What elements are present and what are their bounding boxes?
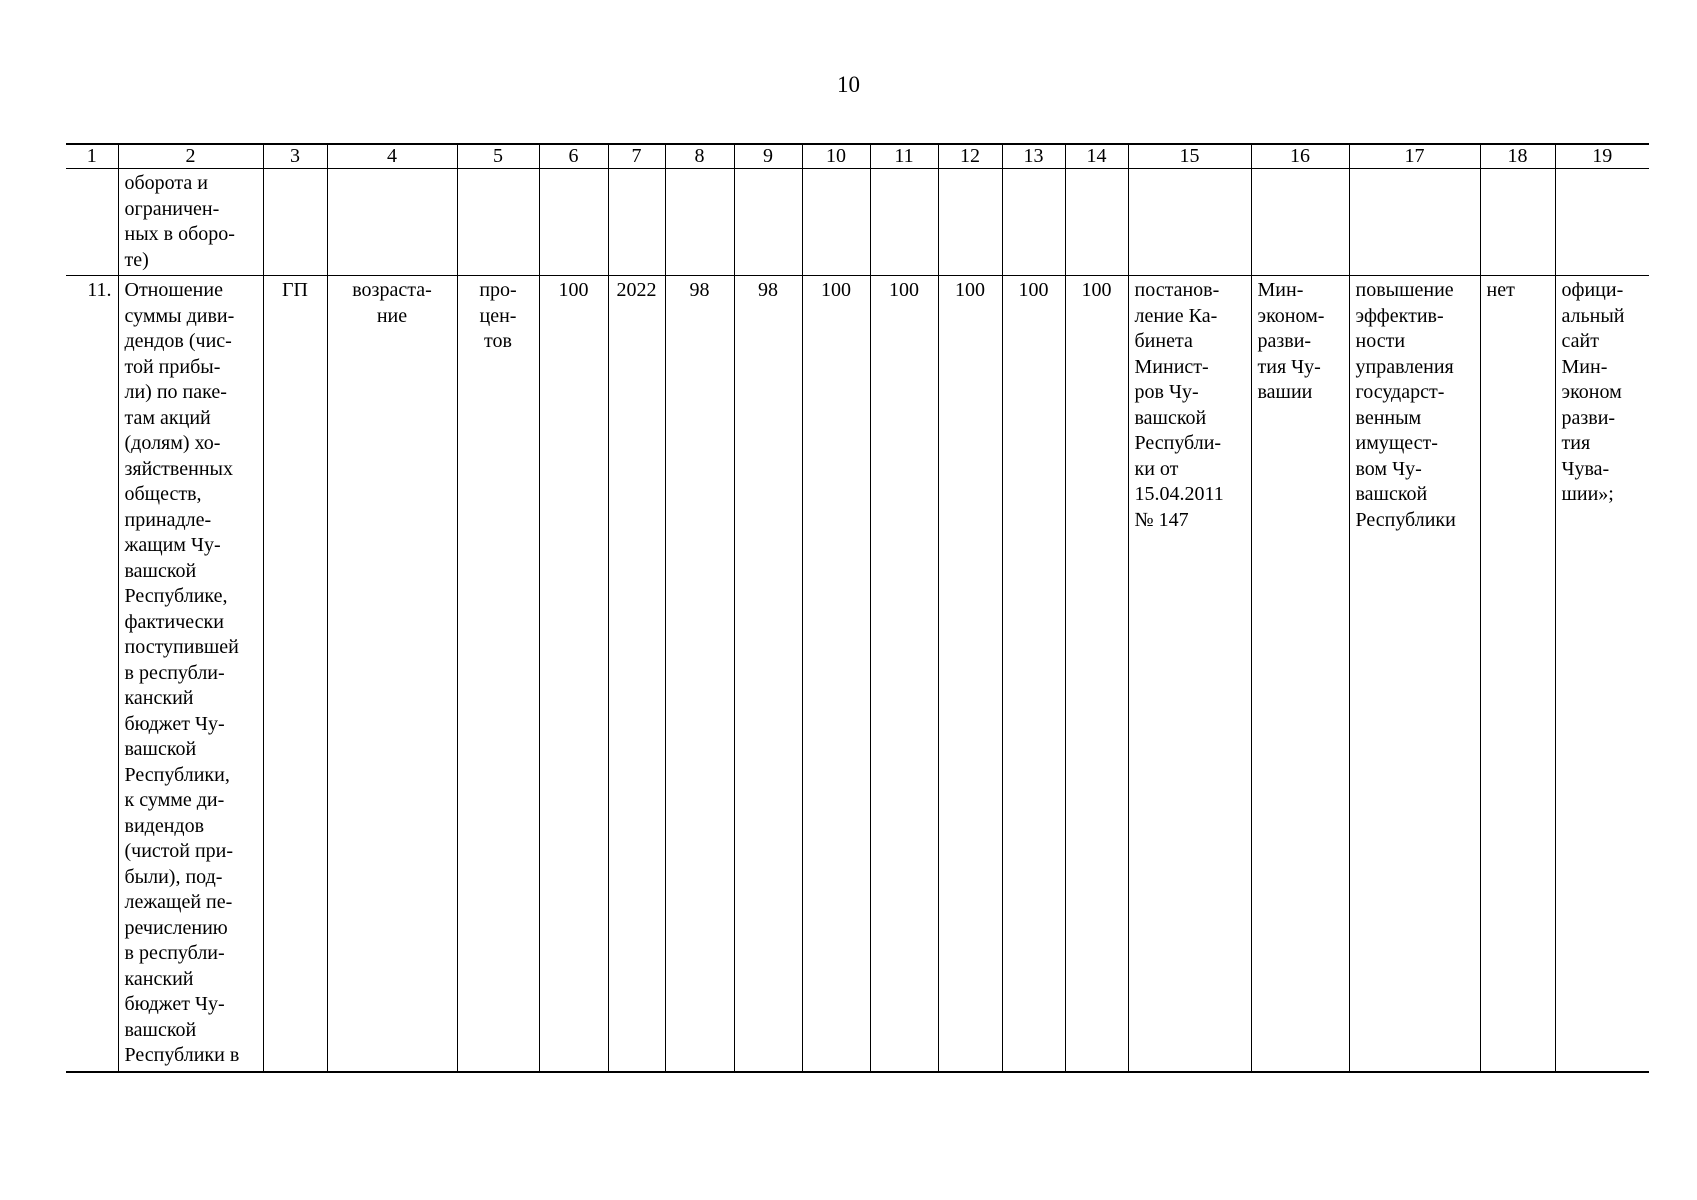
- table-cell: [665, 169, 734, 276]
- table-cell: [263, 169, 327, 276]
- column-number: 10: [802, 144, 870, 169]
- column-number: 6: [539, 144, 608, 169]
- value-cell: 98: [734, 276, 802, 1072]
- column-number-row: [66, 144, 1649, 169]
- table-cell: [608, 169, 665, 276]
- page-number: 10: [837, 72, 860, 97]
- flag-cell: нет: [1480, 276, 1555, 1072]
- indicators-table: [66, 143, 1649, 1073]
- column-number: 2: [118, 144, 263, 169]
- continuation-row: [66, 169, 1649, 276]
- row-number: 11.: [66, 276, 118, 1072]
- column-number: 13: [1002, 144, 1065, 169]
- indicator-unit: про- цен- тов: [457, 276, 539, 1072]
- table-cell: [1251, 169, 1349, 276]
- value-cell: 100: [1065, 276, 1128, 1072]
- table-cell: [327, 169, 457, 276]
- indicator-continuation: оборота и ограничен- ных в оборо- те): [118, 169, 263, 276]
- base-year: 2022: [608, 276, 665, 1072]
- table-cell: [1555, 169, 1649, 276]
- column-number: 8: [665, 144, 734, 169]
- column-number: 7: [608, 144, 665, 169]
- value-cell: 100: [870, 276, 938, 1072]
- column-number: 17: [1349, 144, 1480, 169]
- column-number: 12: [938, 144, 1002, 169]
- table-cell: [734, 169, 802, 276]
- column-number: 4: [327, 144, 457, 169]
- column-number: 19: [1555, 144, 1649, 169]
- column-number: 18: [1480, 144, 1555, 169]
- table-cell: [1065, 169, 1128, 276]
- responsible-body: Мин- эконом- разви- тия Чу- вашии: [1251, 276, 1349, 1072]
- column-number: 3: [263, 144, 327, 169]
- table-cell: [802, 169, 870, 276]
- table-cell: [1349, 169, 1480, 276]
- table-cell: [66, 169, 118, 276]
- column-number: 14: [1065, 144, 1128, 169]
- column-number: 11: [870, 144, 938, 169]
- indicator-type: ГП: [263, 276, 327, 1072]
- base-value: 100: [539, 276, 608, 1072]
- indicator-name: Отношение суммы диви- дендов (чис- той прибы- ли) по паке- там акций (долям) хо- зяйственных обществ, принадле- жащим Чу- вашской Республике, фактически поступившей в республи- канский бюджет Чу- вашской Республики, к сумме ди- видендов (чистой при- были), под- лежащей пе- речислению в республи- канский бюджет Чу- вашской Республики в: [118, 276, 263, 1072]
- column-number: 15: [1128, 144, 1251, 169]
- column-number: 1: [66, 144, 118, 169]
- table-cell: [1002, 169, 1065, 276]
- value-cell: 98: [665, 276, 734, 1072]
- table-cell: [1480, 169, 1555, 276]
- regulatory-document: постанов- ление Ка- бинета Минист- ров Чу- вашской Республи- ки от 15.04.2011 № 147: [1128, 276, 1251, 1072]
- data-source: офици- альный сайт Мин- эконом разви- тия Чува- шии»;: [1555, 276, 1649, 1072]
- table-cell: [1128, 169, 1251, 276]
- table-cell: [938, 169, 1002, 276]
- value-cell: 100: [1002, 276, 1065, 1072]
- table-cell: [539, 169, 608, 276]
- table-cell: [870, 169, 938, 276]
- value-cell: 100: [938, 276, 1002, 1072]
- table-cell: [457, 169, 539, 276]
- goal-text: повышение эффектив- ности управления государст- венным имущест- вом Чу- вашской Республики: [1349, 276, 1480, 1072]
- table-row: [66, 276, 1649, 1072]
- value-cell: 100: [802, 276, 870, 1072]
- column-number: 16: [1251, 144, 1349, 169]
- column-number: 9: [734, 144, 802, 169]
- column-number: 5: [457, 144, 539, 169]
- indicator-dynamics: возраста- ние: [327, 276, 457, 1072]
